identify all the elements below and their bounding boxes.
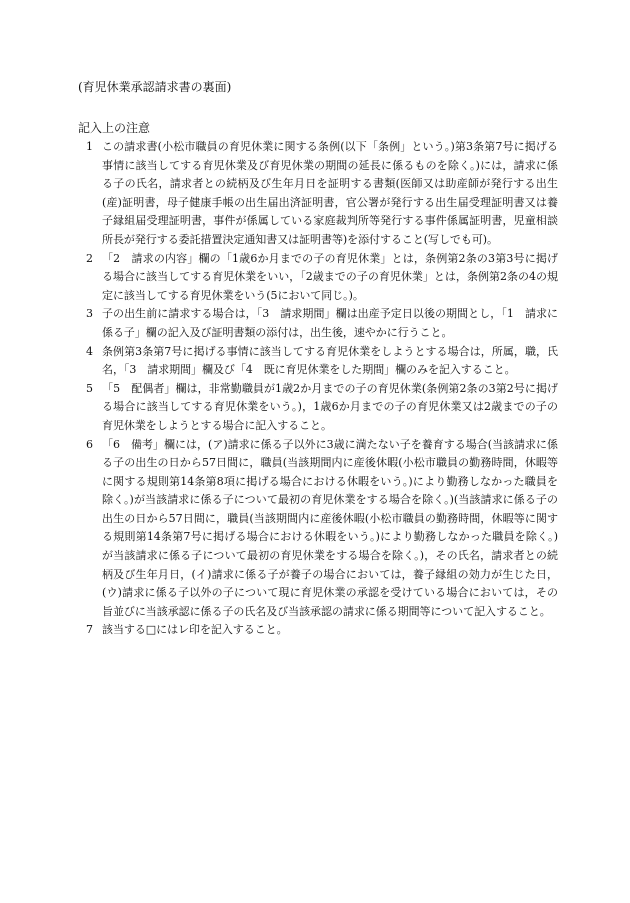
item-text: 「5 配偶者」欄は，非常勤職員が1歳2か月までの子の育児休業(条例第2条の3第2号に掲げる場合に該当してする育児休業をいう。)，1歳6か月までの子の育児休業又は2歳までの子の育児休業をしようとする場合に記入すること。 bbox=[102, 381, 558, 432]
instruction-item-7 bbox=[86, 621, 558, 640]
item-text: 条例第3条第7号に掲げる事情に該当してする育児休業をしようとする場合は，所属，職，氏名，「3 請求期間」欄及び「4 既に育児休業をした期間」欄のみを記入すること。 bbox=[102, 344, 558, 377]
instruction-item-2 bbox=[86, 250, 558, 306]
item-text: 子の出生前に請求する場合は，「3 請求期間」欄は出産予定日以後の期間とし，「1 請求に係る子」欄の記入及び証明書類の添付は，出生後，速やかに行うこと。 bbox=[102, 307, 558, 339]
item-number: 1 bbox=[86, 140, 93, 153]
instruction-item-1 bbox=[86, 138, 558, 250]
item-text: 該当する□にはレ印を記入すること。 bbox=[102, 623, 288, 637]
item-text: この請求書(小松市職員の育児休業に関する条例(以下「条例」という。)第3条第7号に掲げる事情に該当してする育児休業及び育児休業の期間の延長に係るものを除く。)には，請求に係る子の氏名，請求者との続柄及び生年月日を証明する書類(医師又は助産師が発行する出生(産)証明書，母子健康手帳の出生届出済証明書，官公署が発行する出生届受理証明書又は養子縁組届受理証明書，事件が係属している家庭裁判所等発行する事件係属証明書，児童相談所長が発行する委託措置決定通知書又は証明書等)を添付すること(写しでも可)。 bbox=[102, 140, 558, 246]
item-number: 2 bbox=[86, 251, 93, 265]
item-number: 7 bbox=[86, 623, 93, 637]
instruction-item-3 bbox=[86, 305, 558, 342]
item-number: 6 bbox=[86, 437, 93, 451]
item-text: 「6 備考」欄には，(ア)請求に係る子以外に3歳に満たない子を養育する場合(当該請求に係る子の出生の日から57日間に，職員(当該期間内に産後休暇(小松市職員の勤務時間，休暇等に関する規則第14条第8項に掲げる場合における休暇をいう。)により勤務しなかった職員を除く。)が当該請求に係る子について最初の育児休業をする場合を除く。)(当該請求に係る子の出生の日から57日間に，職員(当該期間内に産後休暇(小松市職員の勤務時間，休暇等に関する規則第14条第7号に掲げる場合における休暇をいう。)により勤務しなかった職員を除く。)が当該請求に係る子について最初の育児休業をする場合を除く。)，その氏名，請求者との続柄及び生年月日，(イ)請求に係る子が養子の場合においては，養子縁組の効力が生じた日，(ウ)請求に係る子以外の子について現に育児休業の承認を受けている場合においては，その旨並びに当該承認に係る子の氏名及び当該承認の請求に係る期間等について記入すること。 bbox=[102, 437, 558, 618]
instruction-item-4 bbox=[86, 343, 558, 380]
item-number: 4 bbox=[86, 344, 93, 358]
item-number: 3 bbox=[86, 307, 93, 321]
document-title: (育児休業承認請求書の裏面) bbox=[78, 80, 232, 94]
item-number: 5 bbox=[86, 381, 93, 395]
instruction-list bbox=[86, 138, 558, 640]
instruction-item-6 bbox=[86, 436, 558, 622]
section-heading: 記入上の注意 bbox=[78, 121, 151, 135]
instruction-item-5 bbox=[86, 380, 558, 436]
item-text: 「2 請求の内容」欄の「1歳6か月までの子の育児休業」とは，条例第2条の3第3号に掲げる場合に該当してする育児休業をいい，「2歳までの子の育児休業」とは，条例第2条の4の規定に該当してする育児休業をいう(5において同じ。)。 bbox=[102, 251, 558, 302]
